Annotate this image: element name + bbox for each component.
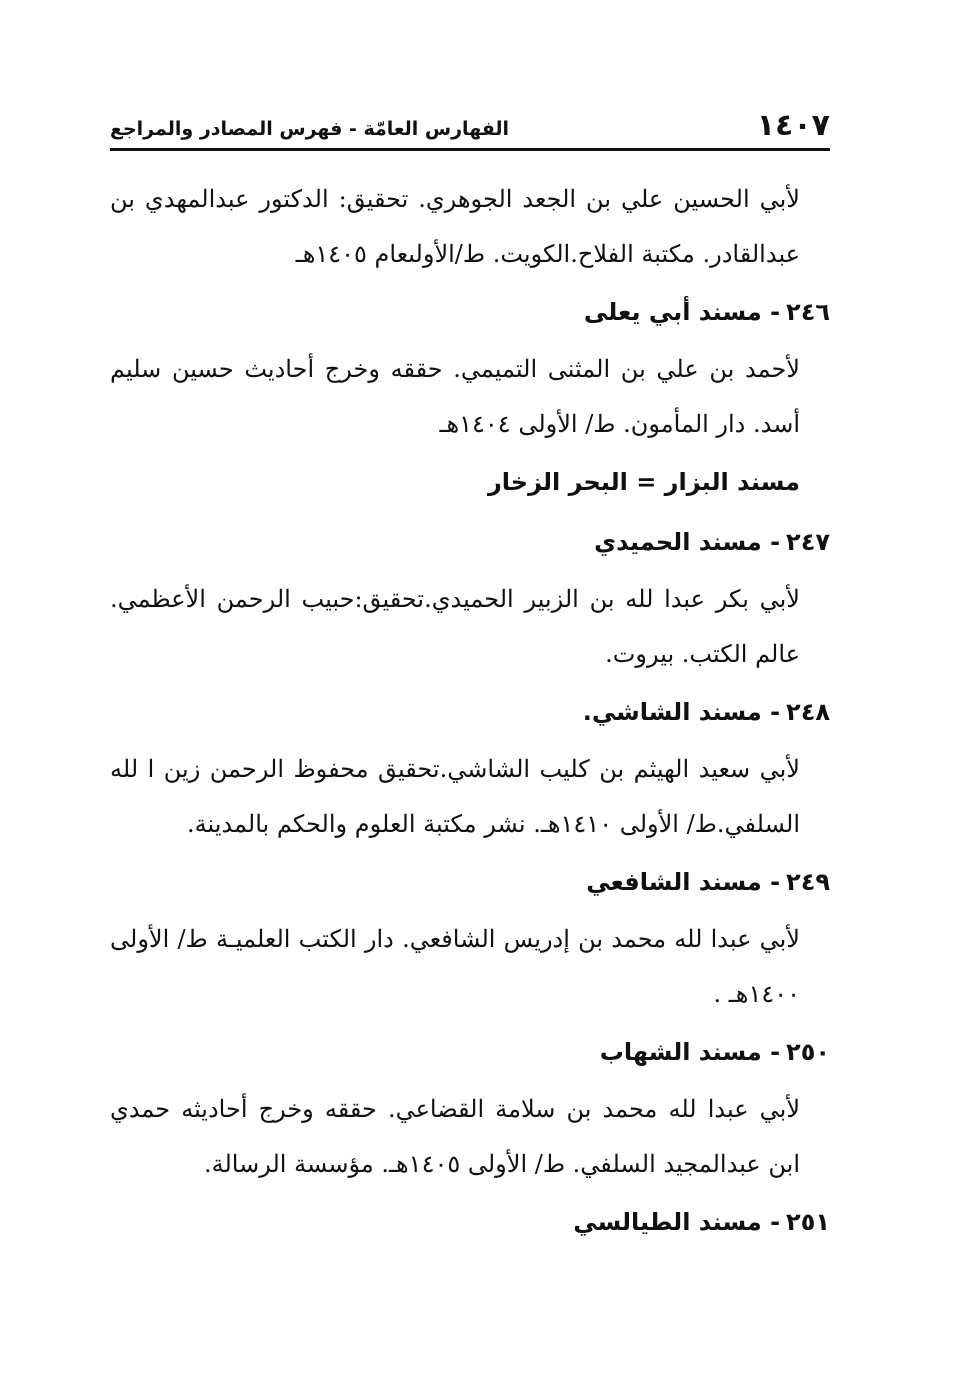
entry-number: ٢٤٩: [786, 868, 830, 896]
cross-reference: مسند البزار = البحر الزخار: [487, 468, 800, 496]
entry-title: - مسند الطيالسي: [573, 1208, 781, 1236]
entry-heading-250: [110, 1022, 830, 1082]
entry-title: - مسند الحميدي: [594, 528, 781, 556]
entry-heading-251: [110, 1192, 830, 1252]
entry-heading-247: [110, 512, 830, 572]
entry-number: ٢٤٦: [786, 298, 830, 326]
running-title: الفهارس العامّة - فهرس المصادر والمراجع: [110, 118, 510, 140]
entry-heading-249: [110, 852, 830, 912]
entry-title: - مسند أبي يعلى: [583, 298, 781, 326]
entry-number: ٢٤٨: [786, 698, 830, 726]
entry-title: - مسند الشافعي: [586, 868, 781, 896]
entry-heading-248: [110, 682, 830, 742]
entry-title: - مسند الشاشي.: [582, 698, 781, 726]
entry-text-249: لأبي عبدا لله محمد بن إدريس الشافعي. دار الكتب العلميـة ط/ الأولى ١٤٠٠هـ .: [110, 925, 800, 1008]
page-number: ١٤٠٧: [756, 108, 830, 143]
entry-text-250: لأبي عبدا لله محمد بن سلامة القضاعي. حققه وخرج أحاديثه حمدي ابن عبدالمجيد السلفي. ط/ الأولى ١٤٠٥هـ. مؤسسة الرسالة.: [110, 1095, 801, 1178]
continued-entry-text: لأبي الحسين علي بن الجعد الجوهري. تحقيق: الدكتور عبدالمهدي بن عبدالقادر. مكتبة الفلاح.الكويت. ط/الأولىعام ١٤٠٥هـ: [110, 185, 800, 268]
entry-text-247: لأبي بكر عبدا لله بن الزبير الحميدي.تحقيق:حبيب الرحمن الأعظمي. عالم الكتب. بيروت.: [110, 585, 800, 668]
entry-number: ٢٤٧: [786, 528, 830, 556]
page-header: [110, 108, 830, 151]
entry-heading-246: [110, 282, 830, 342]
entry-text-248: لأبي سعيد الهيثم بن كليب الشاشي.تحقيق محفوظ الرحمن زين ا لله السلفي.ط/ الأولى ١٤١٠هـ. نشر مكتبة العلوم والحكم بالمدينة.: [110, 755, 800, 838]
page-content: [110, 172, 830, 1252]
entry-title: - مسند الشهاب: [599, 1038, 781, 1066]
entry-text-246: لأحمد بن علي بن المثنى التميمي. حققه وخرج أحاديث حسين سليم أسد. دار المأمون. ط/ الأولى ١٤٠٤هـ: [110, 355, 800, 438]
entry-number: ٢٥١: [786, 1208, 830, 1236]
entry-number: ٢٥٠: [786, 1038, 830, 1066]
